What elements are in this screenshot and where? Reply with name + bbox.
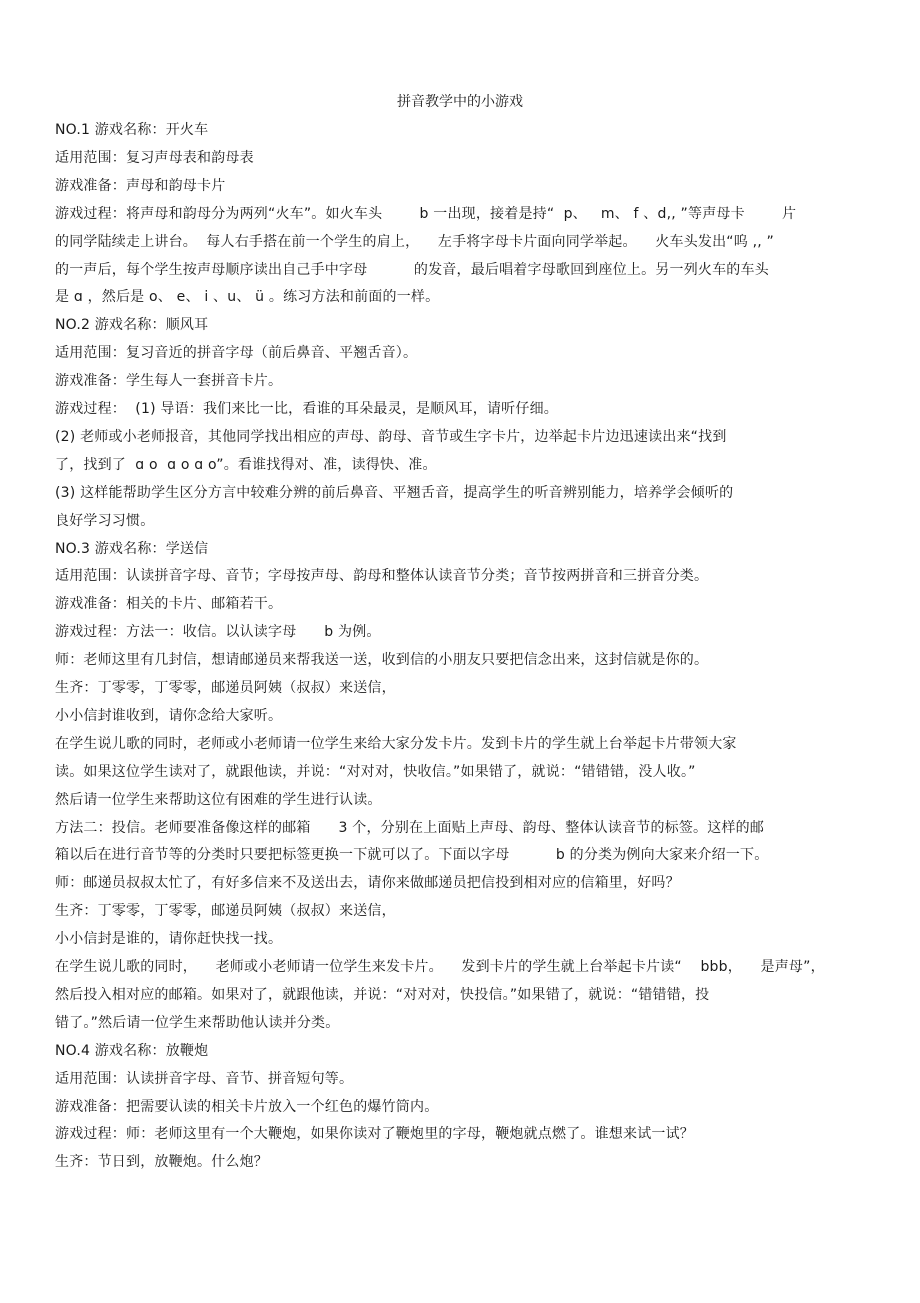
text-line: NO.1 游戏名称：开火车 bbox=[55, 122, 209, 138]
text-line: 师：老师这里有几封信，想请邮递员来帮我送一送，收到信的小朋友只要把信念出来，这封信就是你的。 bbox=[55, 652, 709, 669]
text-line: (2) 老师或小老师报音，其他同学找出相应的声母、韵母、音节或生字卡片，边举起卡片边迅速读出来“找到 bbox=[55, 428, 727, 445]
text-line: 了，找到了 ɑ o ɑ o ɑ o”。看谁找得对、准，读得快、准。 bbox=[55, 456, 437, 473]
text-line: 游戏准备：相关的卡片、邮箱若干。 bbox=[55, 596, 283, 613]
text-line: 错了。”然后请一位学生来帮助他认读并分类。 bbox=[55, 1014, 340, 1031]
text-line: 在学生说儿歌的同时， 老师或小老师请一位学生来发卡片。 发到卡片的学生就上台举起卡片读“ bbb， 是声母”， bbox=[55, 959, 825, 975]
text-line: 是 ɑ ，然后是 o、 e、 i 、u、 ü 。练习方法和前面的一样。 bbox=[55, 289, 440, 306]
text-line: 游戏准备：声母和韵母卡片 bbox=[55, 177, 226, 194]
text-line: 适用范围：复习音近的拼音字母（前后鼻音、平翘舌音）。 bbox=[55, 345, 418, 362]
text-line: 读。如果这位学生读对了，就跟他读，并说：“对对对，快收信。”如果错了，就说：“错错错，没人收。” bbox=[55, 763, 696, 780]
text-line: 在学生说儿歌的同时，老师或小老师请一位学生来给大家分发卡片。发到卡片的学生就上台举起卡片带领大家 bbox=[55, 735, 737, 752]
text-line: 小小信封谁收到，请你念给大家听。 bbox=[55, 707, 283, 724]
text-line: NO.4 游戏名称：放鞭炮 bbox=[55, 1042, 209, 1059]
text-line: 然后请一位学生来帮助这位有困难的学生进行认读。 bbox=[55, 791, 382, 808]
text-line: 游戏过程：师：老师这里有一个大鞭炮，如果你读对了鞭炮里的字母，鞭炮就点燃了。谁想来试一试？ bbox=[55, 1126, 694, 1143]
text-line: 的一声后，每个学生按声母顺序读出自己手中字母 的发音，最后唱着字母歌回到座位上。另一列火车的车头 bbox=[55, 261, 769, 278]
text-line: 的同学陆续走上讲台。 每人右手搭在前一个学生的肩上， 左手将字母卡片面向同学举起。 火车头发出“呜 ,, ” bbox=[55, 233, 775, 250]
text-line: 游戏过程：方法一：收信。以认读字母 b 为例。 bbox=[55, 624, 381, 641]
text-line: 游戏过程：将声母和韵母分为两列“火车”。如火车头 b 一出现，接着是持“ p、 m、 f 、d,, ”等声母卡 片 bbox=[55, 205, 797, 222]
text-line: 生齐：丁零零，丁零零，邮递员阿姨（叔叔）来送信， bbox=[55, 903, 396, 920]
text-line: NO.2 游戏名称：顺风耳 bbox=[55, 317, 209, 334]
text-line: 方法二：投信。老师要准备像这样的邮箱 3 个，分别在上面贴上声母、韵母、整体认读音节的标签。这样的邮 bbox=[55, 819, 765, 836]
text-line: 良好学习习惯。 bbox=[55, 512, 155, 529]
text-line: NO.3 游戏名称：学送信 bbox=[55, 540, 209, 557]
text-line: 适用范围：复习声母表和韵母表 bbox=[55, 149, 254, 166]
text-line: 箱以后在进行音节等的分类时只要把标签更换一下就可以了。下面以字母 b 的分类为例向大家来介绍一下。 bbox=[55, 847, 769, 864]
text-line: (3) 这样能帮助学生区分方言中较难分辨的前后鼻音、平翘舌音，提高学生的听音辨别能力，培养学会倾听的 bbox=[55, 484, 734, 501]
text-line: 适用范围：认读拼音字母、音节；字母按声母、韵母和整体认读音节分类；音节按两拼音和三拼音分类。 bbox=[55, 568, 709, 585]
text-line: 小小信封是谁的，请你赶快找一找。 bbox=[55, 931, 283, 948]
text-line: 适用范围：认读拼音字母、音节、拼音短句等。 bbox=[55, 1070, 354, 1087]
text-line: 师：邮递员叔叔太忙了，有好多信来不及送出去，请你来做邮递员把信投到相对应的信箱里，好吗？ bbox=[55, 875, 680, 892]
text-line: 生齐：节日到，放鞭炮。什么炮？ bbox=[55, 1154, 268, 1171]
text-line: 游戏过程： (1) 导语：我们来比一比，看谁的耳朵最灵，是顺风耳，请听仔细。 bbox=[55, 401, 558, 417]
document-title: 拼音教学中的小游戏 bbox=[397, 94, 523, 110]
text-line: 游戏准备：学生每人一套拼音卡片。 bbox=[55, 373, 283, 390]
text-line: 然后投入相对应的邮箱。如果对了，就跟他读，并说：“对对对，快投信。”如果错了，就说：“错错错，投 bbox=[55, 986, 710, 1003]
text-line: 游戏准备：把需要认读的相关卡片放入一个红色的爆竹筒内。 bbox=[55, 1098, 439, 1115]
text-line: 生齐：丁零零，丁零零，邮递员阿姨（叔叔）来送信， bbox=[55, 680, 396, 696]
